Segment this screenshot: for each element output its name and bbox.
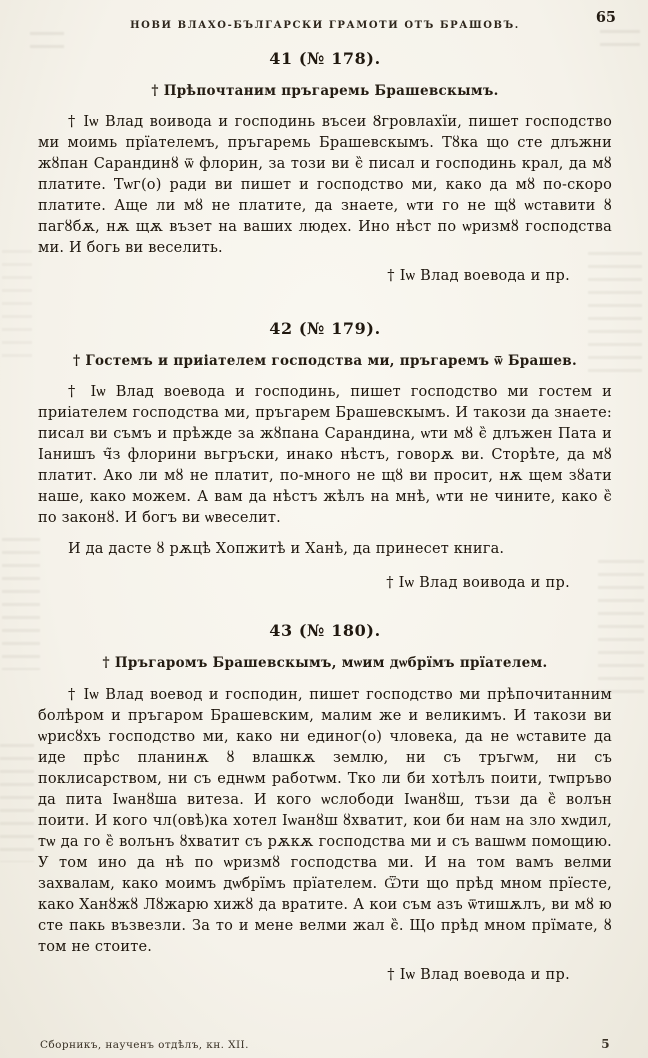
imprint: Сборникъ, наученъ отдѣлъ, кн. XII. <box>40 1039 249 1051</box>
charter-43 <box>38 621 612 984</box>
charter-42-signature: † Іѡ Влад воивода и пр. <box>386 575 570 591</box>
charter-42 <box>38 319 612 592</box>
charter-41-salutation: † Прѣпочтаним пръгаремь Брашевскымъ. <box>151 83 499 99</box>
running-head <box>38 9 616 31</box>
charter-43-signature: † Іѡ Влад воевода и пр. <box>387 967 570 983</box>
bleedthrough-text <box>2 538 40 670</box>
charter-41 <box>38 49 612 285</box>
charter-42-heading: 42 (№ 179). <box>269 319 381 338</box>
sheet-number: 5 <box>601 1037 610 1051</box>
charter-41-signature: † Іѡ Влад воевода и пр. <box>387 268 570 284</box>
charter-42-postscript: И да дасте ȣ рѫцѣ Хопжитѣ и Ханѣ, да принесет книга. <box>68 541 505 557</box>
bleedthrough-text <box>2 250 32 360</box>
charter-43-salutation: † Пръгаромъ Брашевскымъ, мѡим дѡбрїмъ прїателем. <box>102 655 548 671</box>
charter-42-salutation: † Гостемъ и приіателем господства ми, пръгаремъ ѿ Брашев. <box>73 353 577 369</box>
bleedthrough-mark <box>30 32 64 50</box>
charter-42-body: † Іѡ Влад воевода и господинь, пишет господство ми гостем и приіателем господства ми, пръгарем Брашевскымъ. И такози да знаете: писал ви съмъ и прѣжде за жȣпана Сарандина, ѡти мȣ є̏ длъжен Пата и Іанишъ ч̃з флорини вьгръски, инако нѣстъ, говорѫ ви. Сторѣте, да мȣ платит. Ако ли мȣ не платит, по-много не щȣ ви просит, нѫ щем зȣати наше, како можем. А вам да нѣстъ жѣлъ на мнѣ, ѡти не чините, како є̏ по законȣ. И богъ ви ѡвеселит. <box>38 384 612 526</box>
page-number: 65 <box>595 9 616 26</box>
running-head-title: НОВИ ВЛАХО-БЪЛГАРСКИ ГРАМОТИ ОТЪ БРАШОВЪ. <box>130 20 520 31</box>
charter-43-heading: 43 (№ 180). <box>269 621 381 640</box>
charter-41-heading: 41 (№ 178). <box>269 49 381 68</box>
bleedthrough-text <box>0 744 34 862</box>
charter-43-body: † Іѡ Влад воевод и господин, пишет господство ми прѣпочитанним болѣром и пръгаром Брашевским, малим же и великимъ. И такози ви ѡрисȣхъ господство ми, како ни единог(о) чловека, да не ѡставите да иде прѣс планинѫ ȣ влашкѫ землю, ни съ тръгѡм, ни съ поклисарством, ни съ еднѡм работѡм. Тко ли би хотѣлъ поити, тѡпръво да пита Іѡанȣша витеза. И кого ѡслободи Іѡанȣш, тъзи да є̏ волън поити. И кого чл(овѣ)ка хотел Іѡанȣш ȣхватит, кои би нам на зло хѡдил, тѡ да го є̏ волънъ ȣхватит съ рѫкѫ господства ми и съ вашѡм помощию. У том ино да нѣ по ѡризмȣ господства ми. И на том вамъ велми захвалам, како моимъ дѡбрїмъ прїателем. Ѿти що прѣд мном прїесте, како Ханȣжȣ Лȣжарю хижȣ да вратите. А кои съм азъ ѿтишѫлъ, ви мȣ ю сте пакь възвезли. За то и мене велми жал є̏. Що прѣд мном прїмате, ȣ том не стоите. <box>38 687 612 955</box>
page-footer <box>40 1037 610 1051</box>
charter-41-body: † Іѡ Влад воивода и господинь въсеи Ȣгровлахїи, пишет господство ми моимь прїателемъ, пръгаремь Брашевскымъ. Тȣка що сте длъжни жȣпан Сарандинȣ ѿ флорин, за този ви є̏ писал и господинь крал, да мȣ платите. Тѡг(о) ради ви пишет и господство ми, како да мȣ по-скоро платите. Аще ли мȣ не платите, да знаете, ѡти го не щȣ ѡставити ȣ пагȣбѫ, нѫ щѫ възет на ваших людех. Ино нѣст по ѡризмȣ господства ми. И богь ви веселить. <box>38 114 612 256</box>
